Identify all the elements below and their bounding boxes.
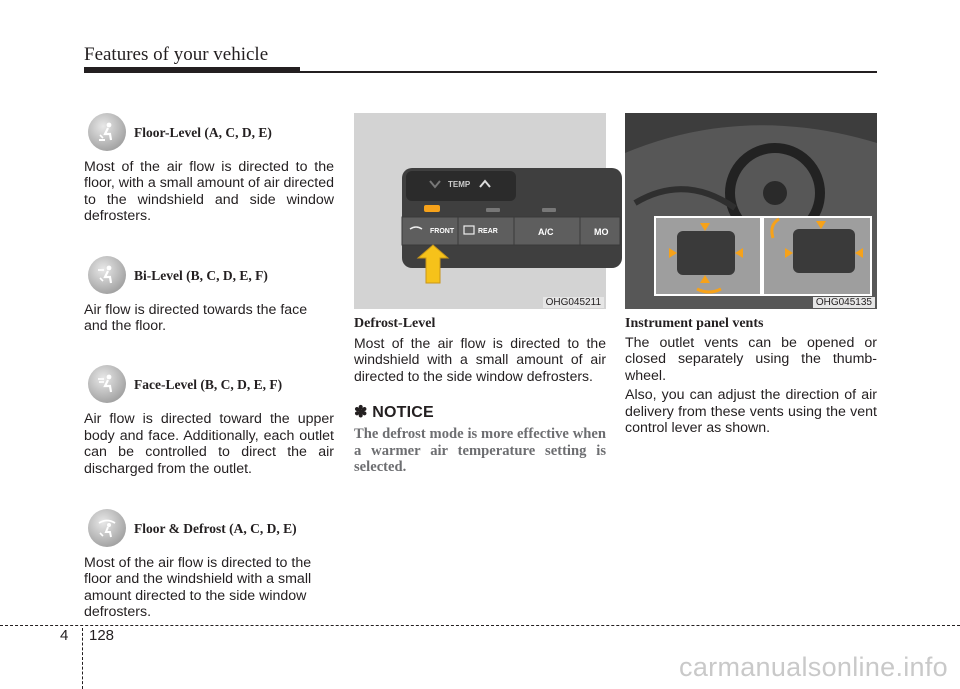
mode-title: Floor-Level (A, C, D, E)	[134, 125, 272, 140]
defrost-panel-figure	[354, 113, 609, 309]
mode-description: Most of the air flow is directed to the floor, with a small amount of air directed to the windshield and side window defrosters.	[84, 159, 334, 225]
panel-front-label: FRONT	[430, 228, 455, 235]
defrost-level-title: Defrost-Level	[354, 316, 436, 331]
mode-floor-defrost	[84, 509, 334, 621]
vents-section	[625, 316, 877, 436]
panel-rear-label: REAR	[478, 228, 498, 235]
figure-code: OHG045135	[813, 297, 875, 308]
page-number: 128	[89, 627, 115, 644]
mode-title: Floor & Defrost (A, C, D, E)	[134, 521, 297, 537]
vents-title: Instrument panel vents	[625, 316, 764, 331]
vents-description-1: The outlet vents can be opened or closed separately using the thumb-wheel.	[625, 335, 877, 384]
page-header-title: Features of your vehicle	[84, 44, 269, 65]
footer-dashed-divider	[82, 628, 83, 689]
mode-description: Air flow is directed toward the upper body and face. Additionally, each outlet can be controlled to direct the air discharged from the outlet.	[84, 411, 334, 477]
header-rule-thick	[84, 67, 300, 73]
watermark: carmanualsonline.info	[679, 652, 948, 682]
face-mode-icon	[88, 365, 126, 403]
mode-title: Face-Level (B, C, D, E, F)	[134, 377, 283, 393]
mode-floor-level	[84, 113, 334, 225]
panel-ac-label: A/C	[538, 227, 554, 237]
figure-code: OHG045211	[543, 297, 604, 308]
floor-mode-icon	[88, 113, 126, 151]
footer-dashed-rule	[0, 625, 960, 626]
defrost-level-description: Most of the air flow is directed to the windshield with a small amount of air directed to the side window defrosters.	[354, 335, 606, 384]
notice-title: ✽ NOTICE	[354, 404, 434, 422]
panel-mode-label: MO	[594, 227, 609, 237]
mode-description: Most of the air flow is directed to the floor and the windshield with a small amount directed to the side window defrosters.	[84, 555, 312, 621]
mode-title: Bi-Level (B, C, D, E, F)	[134, 267, 268, 283]
airflow-modes-column	[84, 113, 334, 621]
climate-control-panel-illustration	[354, 113, 606, 309]
vents-description-2: Also, you can adjust the direction of air delivery from these vents using the vent control lever as shown.	[625, 387, 877, 437]
panel-temp-label: TEMP	[448, 180, 471, 189]
notice-body: The defrost mode is more effective when a warmer air temperature setting is selected.	[354, 426, 606, 476]
header-rule-thin	[300, 71, 877, 73]
mode-bi-level	[84, 256, 334, 335]
defrost-section	[354, 316, 606, 476]
mode-face-level	[84, 365, 334, 477]
bi-level-mode-icon	[88, 256, 126, 294]
dashboard-vents-illustration	[625, 113, 877, 309]
mode-description: Air flow is directed towards the face and the floor.	[84, 301, 308, 335]
instrument-panel-vents-figure	[625, 113, 877, 309]
chapter-number: 4	[60, 627, 69, 644]
floor-defrost-mode-icon	[88, 509, 126, 547]
